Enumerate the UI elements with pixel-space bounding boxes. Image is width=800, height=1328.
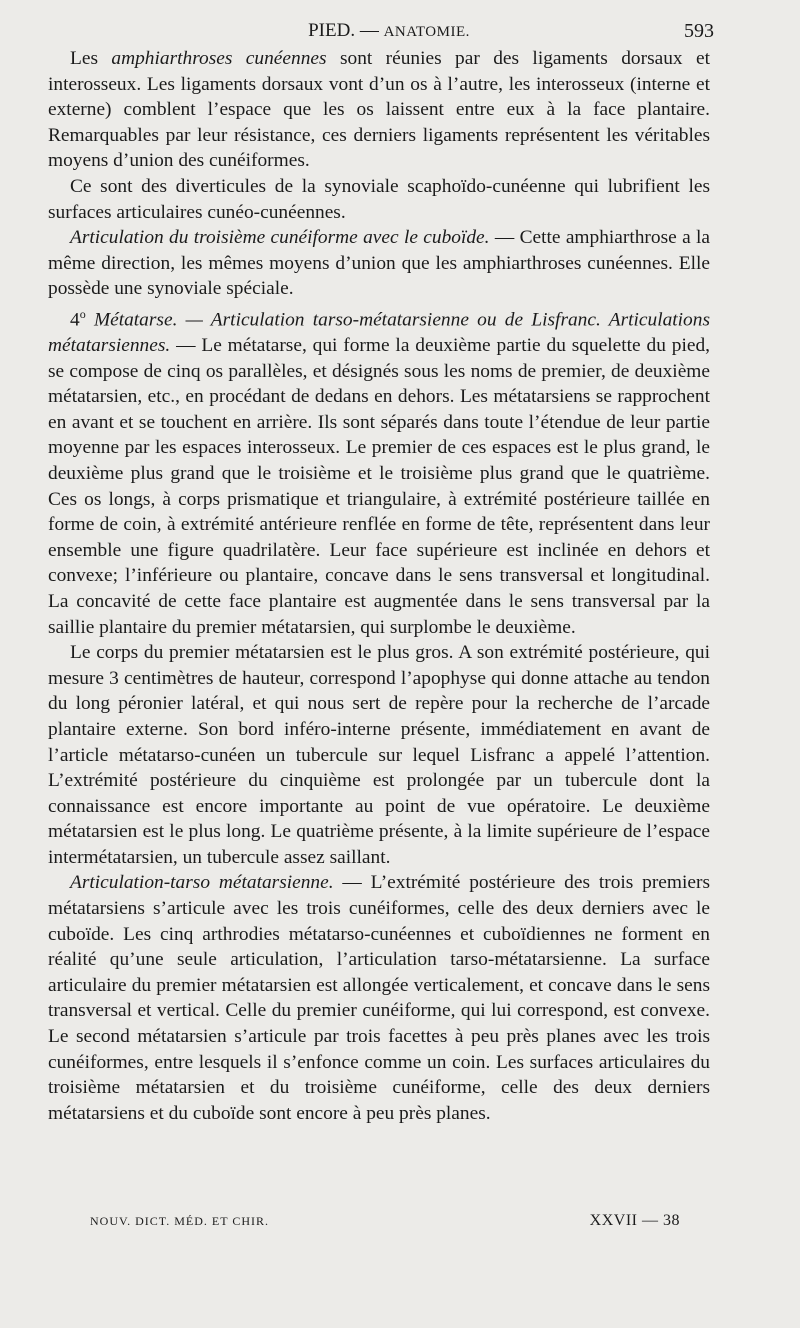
page-number: 593: [684, 20, 714, 42]
footer-sheet-number: XXVII — 38: [589, 1212, 680, 1229]
running-title-sub: ANATOMIE.: [383, 24, 470, 40]
body-text: [48, 46, 710, 1126]
italic-term: amphiarthroses cunéennes: [111, 48, 327, 69]
italic-heading: Articulation du troisième cunéiforme avec le cuboïde.: [70, 227, 490, 249]
paragraph: [48, 302, 710, 640]
paragraph-text: — Le métatarse, qui forme la deuxième partie du squelette du pied, se compose de cinq os parallèles, et désignés sous les noms de premier, de deuxième métatarsien, etc., en procédant de dedans en dehors. Les métatarsiens se rapprochent en avant et se touchent en arrière. Ils sont séparés dans toute l’étendue de leur partie moyenne par les espaces interosseux. Le premier de ces espaces est le plus grand, le deuxième plus grand que le troisième et le troisième plus grand que le quatrième. Ces os longs, à corps prismatique et triangulaire, à extrémité postérieure taillée en forme de coin, à extrémité antérieure renflée en forme de tête, représentent dans leur ensemble une figure quadrilatère. Leur face supérieure est inclinée en dehors et convexe; l’inférieure ou plantaire, concave dans le sens transversal et longitudinal. La concavité de cette face plantaire est augmentée dans le sens transversal par la saillie plantaire du premier métatarsien, qui surplombe le deuxième.: [48, 335, 710, 638]
running-title-main: PIED. —: [308, 20, 379, 41]
paragraph: [48, 225, 710, 302]
running-header: [48, 14, 714, 46]
paragraph-text: Ce sont des diverticules de la synoviale scaphoïdo-cunéenne qui lubrifient les surfaces articulaires cunéo-cunéennes.: [48, 175, 710, 223]
paragraph: [48, 46, 710, 174]
paragraph-text: Le corps du premier métatarsien est le plus gros. A son extrémité postérieure, qui mesure 3 centimètres de hauteur, correspond l’apophyse qui donne attache au tendon du long péronier latéral, et qui nous sert de repère pour la recherche de l’arcade plantaire externe. Son bord inféro-interne présente, immédiatement en avant de l’article métatarso-cunéen un tubercule sur lequel Lisfranc a appelé l’attention. L’extrémité postérieure du cinquième est prolongée par un tubercule dont la connaissance est encore importante au point de vue opératoire. Le deuxième métatarsien est le plus long. Le quatrième présente, à la limite supérieure de l’espace intermétatarsien, un tubercule assez saillant.: [48, 642, 710, 868]
paragraph: [48, 640, 710, 870]
page-footer: [90, 1212, 680, 1230]
paragraph: [48, 870, 710, 1126]
paragraph-text: — L’extrémité postérieure des trois premiers métatarsiens s’articule avec les trois cunéiformes, celle des deux derniers avec le cuboïde. Les cinq arthrodies métatarso-cunéennes et cuboïdiennes ne forment en réalité qu’une seule articulation, l’articulation tarso-métatarsienne. La surface articulaire du premier métatarsien est allongée verticalement, et concave dans le sens transversal et vertical. Celle du premier cunéiforme, qui lui correspond, est convexe. Le second métatarsien s’articule par trois facettes à peu près planes avec les trois cunéiformes, entre lesquels il s’enfonce comme un coin. Les surfaces articulaires du troisième métatarsien et du troisième cunéiforme, celle des deux derniers métatarsiens et du cuboïde sont encore à peu près planes.: [48, 872, 710, 1124]
section-number: 4: [70, 309, 80, 331]
footer-signature: NOUV. DICT. MÉD. ET CHIR.: [90, 1214, 270, 1228]
italic-heading: Métatarse. — Articulation tarso-métatarsienne ou de Lisfranc. Articulations métatarsiennes.: [48, 309, 710, 356]
paragraph-text: — Cette amphiarthrose a la même direction, les mêmes moyens d’union que les amphiarthroses cunéennes. Elle possède une synoviale spéciale.: [48, 227, 710, 300]
paragraph-text: Les: [70, 48, 112, 69]
paragraph: [48, 174, 710, 225]
paragraph-text: sont réunies par des ligaments dorsaux et interosseux. Les ligaments dorsaux vont d’un os à l’autre, les interosseux (interne et externe) comblent l’espace que les os laissent entre eux à la face plantaire. Remarquables par leur résistance, ces derniers ligaments représentent les véritables moyens d’union des cunéiformes.: [48, 48, 710, 172]
section-number-sup: o: [79, 306, 86, 321]
running-title: [48, 20, 710, 42]
italic-heading: Articulation-tarso métatarsienne.: [70, 872, 334, 894]
